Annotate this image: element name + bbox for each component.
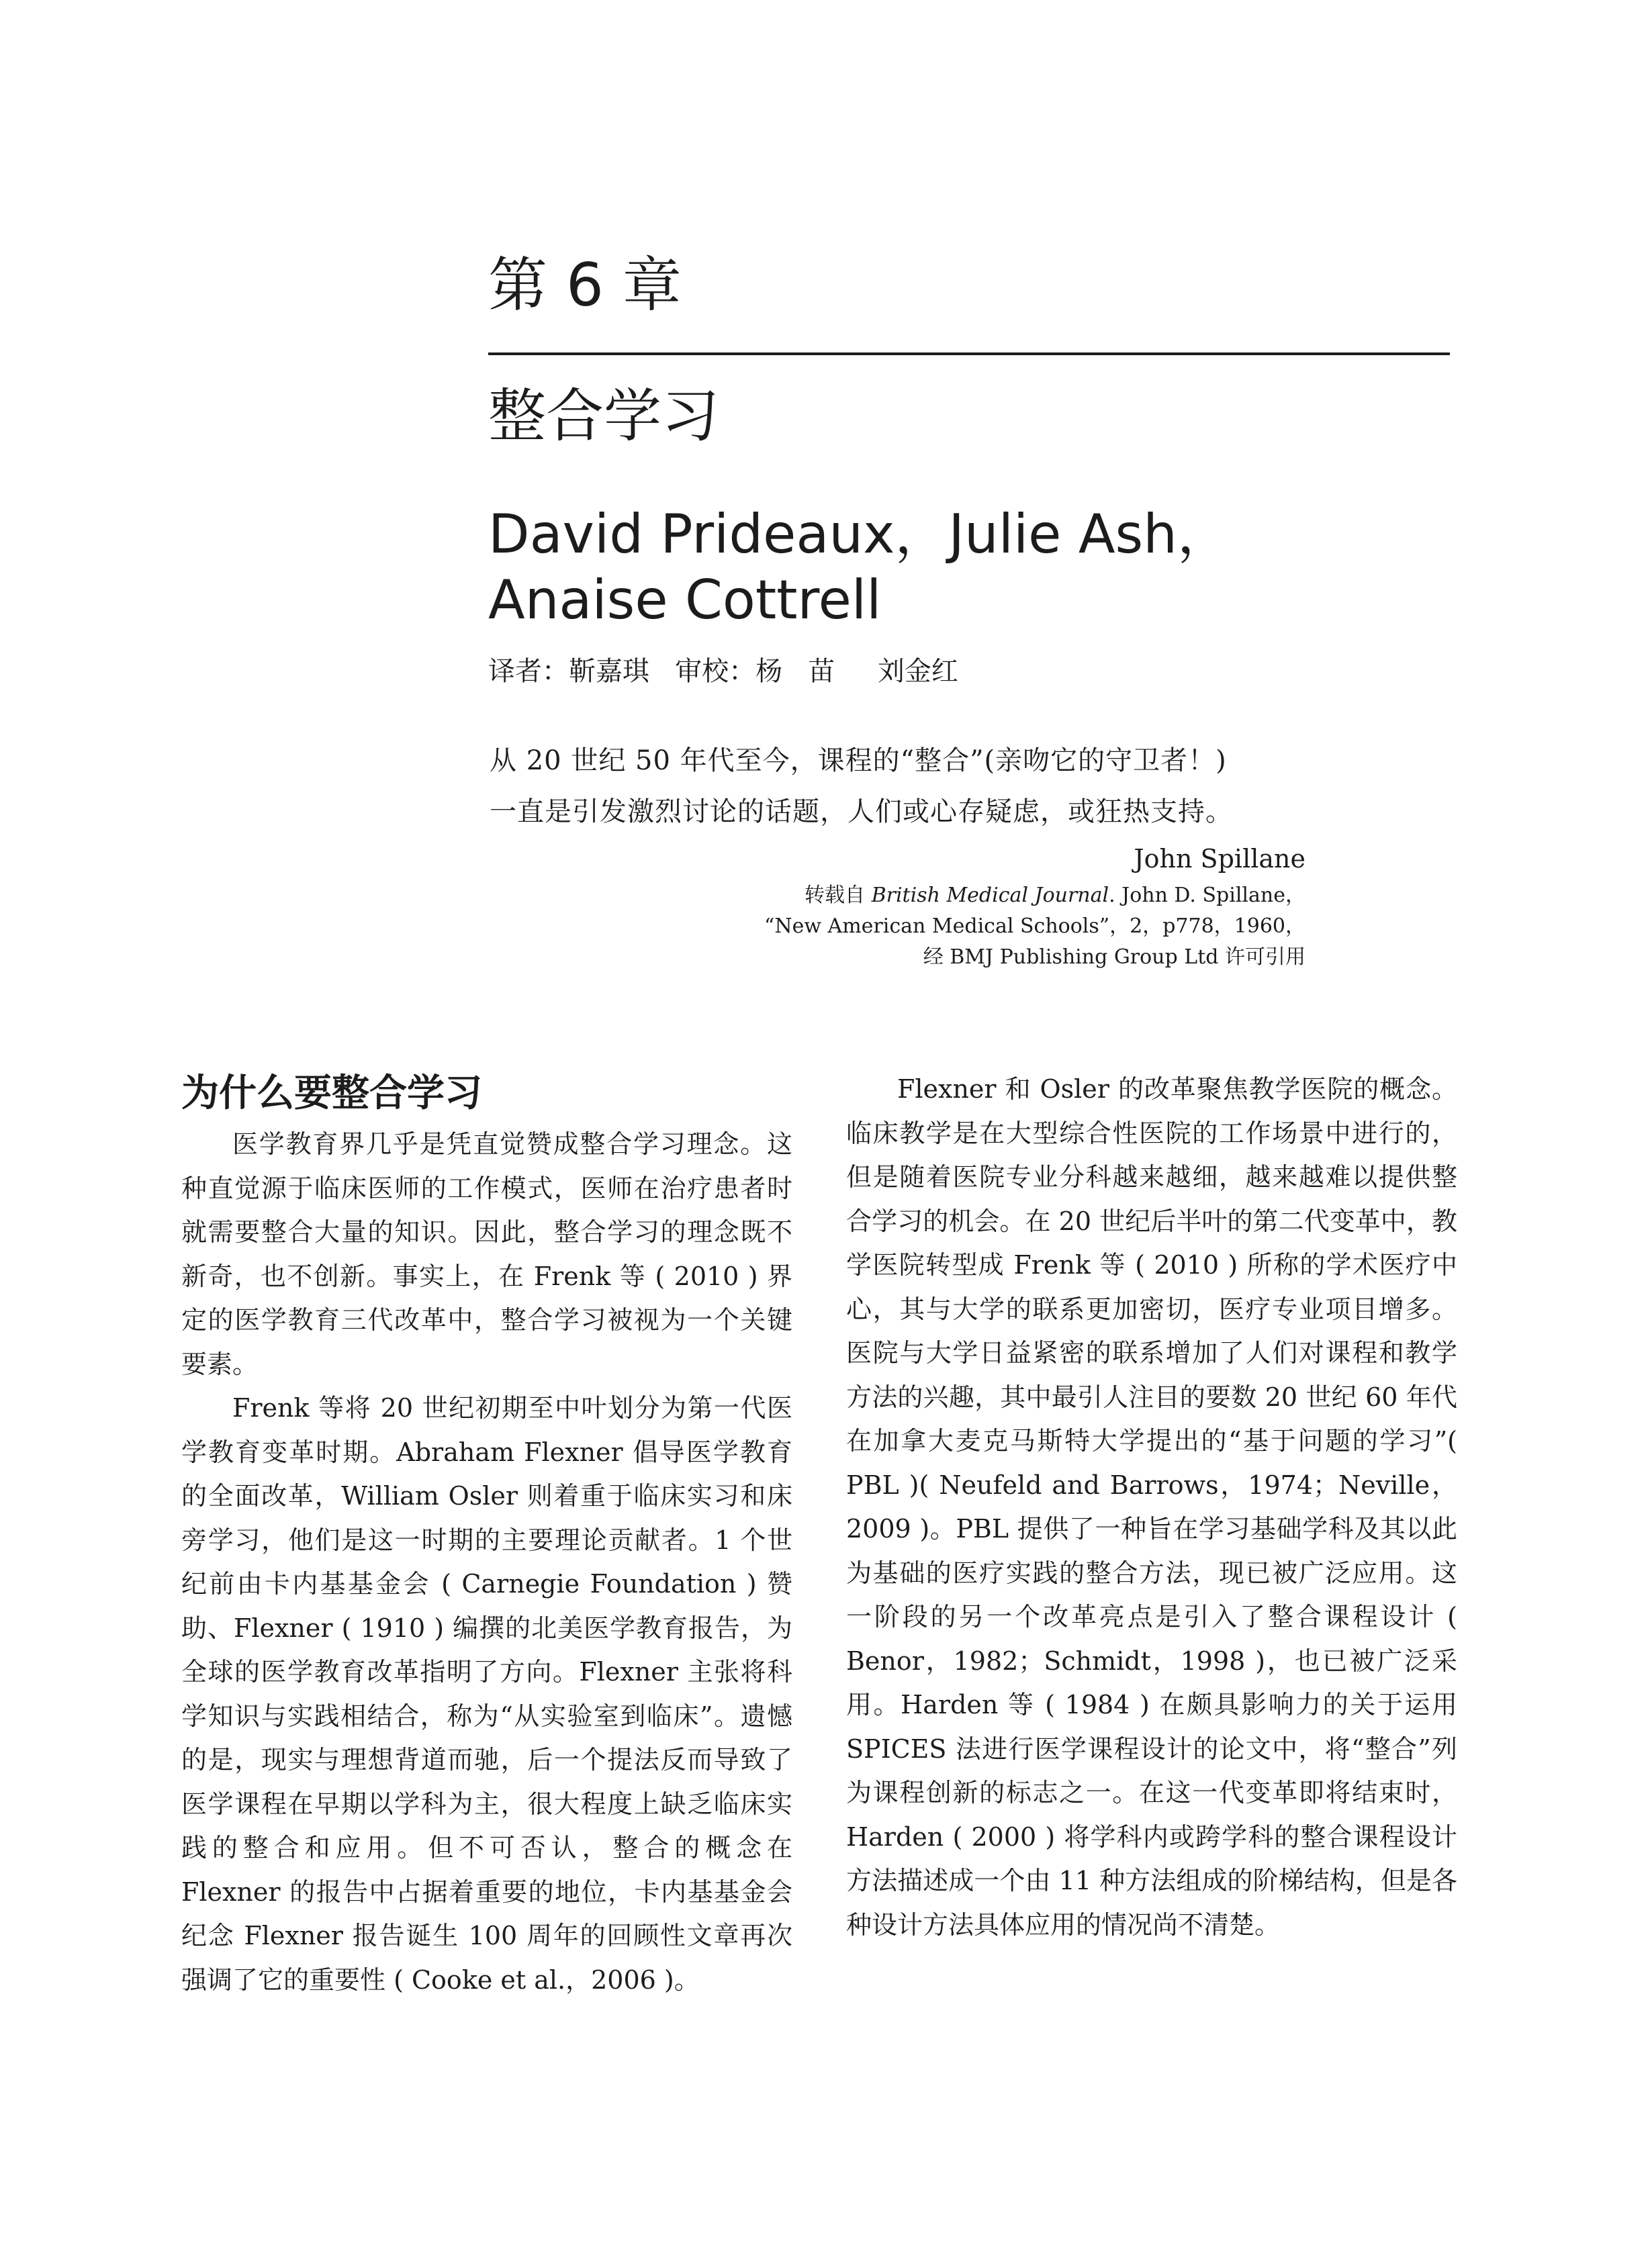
epigraph-source-rest: . John D. Spillane， [1109,884,1305,907]
authors-line: David Prideaux，Julie Ash， [488,503,1231,565]
epigraph-source: 经 BMJ Publishing Group Ltd 许可引用 [923,945,1305,969]
chapter-divider [488,352,1450,355]
authors [488,502,1231,633]
epigraph-source-journal: British Medical Journal [871,884,1109,907]
epigraph-source-prefix: 转载自 [805,884,872,907]
right-column [846,1068,1457,1947]
epigraph-source: “New American Medical Schools”，2，p778，1960， [764,914,1305,938]
epigraph-quote-line: 从 20 世纪 50 年代至今，课程的“整合”(亲吻它的守卫者！) [490,745,1227,776]
body-paragraph: 医学教育界几乎是凭直觉赞成整合学习理念。这种直觉源于临床医师的工作模式，医师在治疗患者时就需要整合大量的知识。因此，整合学习的理念既不新奇，也不创新。事实上，在 Frenk 等 ( 2010 ) 界定的医学教育三代改革中，整合学习被视为一个关键要素。 [181,1129,792,1379]
epigraph-quote-line: 一直是引发激烈讨论的话题，人们或心存疑虑，或狂热支持。 [490,796,1233,827]
chapter-number: 第 6 章 [488,250,682,320]
body-paragraph: Flexner 和 Osler 的改革聚焦教学医院的概念。临床教学是在大型综合性医院的工作场景中进行的，但是随着医院专业分科越来越细，越来越难以提供整合学习的机会。在 20 世纪后半叶的第二代变革中，教学医院转型成 Frenk 等 ( 2010 ) 所称的学术医疗中心，其与大学的联系更加密切，医疗专业项目增多。医院与大学日益紧密的联系增加了人们对课程和教学方法的兴趣，其中最引人注目的要数 20 世纪 60 年代在加拿大麦克马斯特大学提出的“基于问题的学习”( PBL )( Neufeld and Barrows，1974；Neville，2009 )。PBL 提供了一种旨在学习基础学科及其以此为基础的医疗实践的整合方法，现已被广泛应用。这一阶段的另一个改革亮点是引入了整合课程设计 ( Benor，1982；Schmidt，1998 )，也已被广泛采用。Harden 等 ( 1984 ) 在颇具影响力的关于运用 SPICES 法进行医学课程设计的论文中，将“整合”列为课程创新的标志之一。在这一代变革即将结束时，Harden ( 2000 ) 将学科内或跨学科的整合课程设计方法描述成一个由 11 种方法组成的阶梯结构，但是各种设计方法具体应用的情况尚不清楚。 [846,1074,1457,1940]
body-paragraph: Frenk 等将 20 世纪初期至中叶划分为第一代医学教育变革时期。Abraham Flexner 倡导医学教育的全面改革，William Osler 则着重于临床实习和床旁学习，他们是这一时期的主要理论贡献者。1 个世纪前由卡内基基金会 ( Carnegie Foundation ) 赞助、Flexner ( 1910 ) 编撰的北美医学教育报告，为全球的医学教育改革指明了方向。Flexner 主张将科学知识与实践相结合，称为“从实验室到临床”。遗憾的是，现实与理想背道而驰，后一个提法反而导致了医学课程在早期以学科为主，很大程度上缺乏临床实践的整合和应用。但不可否认，整合的概念在 Flexner 的报告中占据着重要的地位，卡内基基金会纪念 Flexner 报告诞生 100 周年的回顾性文章再次强调了它的重要性 ( Cooke et al.，2006 )。 [181,1393,792,1995]
chapter-title: 整合学习 [488,383,719,450]
section-heading: 为什么要整合学习 [181,1071,482,1115]
epigraph-source [490,880,1305,911]
authors-line: Anaise Cottrell [488,569,882,631]
translator-credits: 译者：靳嘉琪 审校：杨 苗 刘金红 [488,656,958,687]
epigraph-attribution: John Spillane [1134,844,1305,873]
left-column [181,1068,792,2002]
epigraph [490,735,1305,973]
